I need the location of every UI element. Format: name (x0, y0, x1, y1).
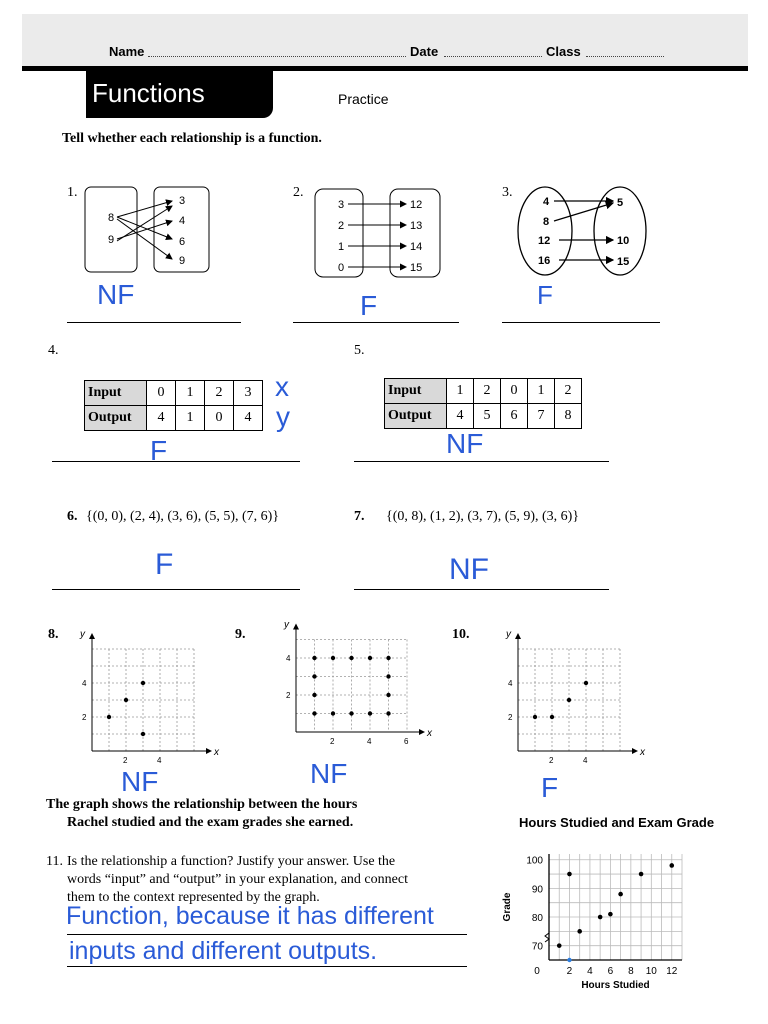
answer-line-6[interactable] (52, 589, 300, 590)
domain-value: 8 (108, 212, 115, 224)
mapping-arrows (554, 201, 613, 260)
range-value: 14 (410, 241, 423, 253)
y-axis-label: Grade (502, 892, 513, 922)
answer-11-line-2: inputs and different outputs. (69, 937, 378, 965)
answer-1: NF (97, 279, 135, 310)
data-point (141, 681, 145, 685)
range-value: 3 (179, 195, 186, 207)
x-axis-label: x (214, 747, 219, 758)
range-value: 6 (179, 236, 186, 248)
graph-intro-line-2: Rachel studied and the exam grades she earned. (67, 815, 354, 830)
answer-5: NF (446, 428, 484, 459)
domain-box (85, 187, 137, 272)
answer-line-7[interactable] (354, 589, 609, 590)
domain-value: 16 (538, 255, 551, 267)
x-axis-arrow (632, 748, 638, 754)
mapping-diagram-1 (84, 186, 214, 276)
input-header: Input (385, 379, 447, 404)
answer-line-5[interactable] (354, 461, 609, 462)
problem-11-text-2: words “input” and “output” in your explanation, and connect (67, 872, 408, 887)
problem-11-text-1: Is the relationship a function? Justify your answer. Use the (67, 854, 396, 869)
data-point (577, 929, 582, 934)
table-cell: 6 (501, 404, 528, 429)
problem-6-number: 6. (67, 509, 78, 524)
x-axis-label: x (427, 728, 432, 739)
table-cell: 0 (501, 379, 528, 404)
data-point (312, 711, 316, 715)
data-point (386, 693, 390, 697)
page-subtitle: Practice (338, 91, 389, 107)
mapping-arrows (348, 204, 406, 267)
class-field[interactable] (586, 56, 664, 57)
answer-2: F (360, 290, 378, 321)
problem-4-number: 4. (48, 343, 59, 358)
data-point (368, 656, 372, 660)
y-tick-label: 70 (531, 941, 543, 953)
data-point (567, 872, 572, 877)
data-point (386, 656, 390, 660)
table-cell: 2 (474, 379, 501, 404)
x-tick-label: 10 (645, 966, 657, 977)
data-point (567, 698, 571, 702)
mapping-arrows (117, 201, 172, 259)
y-tick-label: 80 (531, 913, 543, 925)
ordered-pair-set-7: {(0, 8), (1, 2), (3, 7), (5, 9), (3, 6)} (386, 509, 580, 524)
data-point (349, 656, 353, 660)
data-point (386, 711, 390, 715)
coordinate-graph-8 (72, 628, 219, 768)
problem-8-number: 8. (48, 627, 59, 642)
answer-line-11a[interactable] (67, 934, 467, 935)
y-axis-label: y (506, 629, 511, 640)
table-cell: 4 (234, 406, 263, 431)
data-point (639, 872, 644, 877)
table-cell: 1 (447, 379, 474, 404)
problem-11-number: 11. (46, 854, 63, 869)
problem-11-text-3: them to the context represented by the graph. (67, 890, 320, 905)
tick-label: 2 (123, 756, 128, 765)
coordinate-graph-10 (498, 628, 645, 768)
name-field[interactable] (148, 56, 406, 57)
table-cell: 2 (555, 379, 582, 404)
domain-value: 1 (338, 241, 345, 253)
range-value: 5 (617, 197, 624, 209)
table-cell: 4 (447, 404, 474, 429)
tick-label: 6 (404, 737, 409, 746)
data-point (107, 715, 111, 719)
data-point (124, 698, 128, 702)
chart-title: Hours Studied and Exam Grade (519, 815, 715, 830)
data-point (584, 681, 588, 685)
data-point (141, 732, 145, 736)
answer-line-1[interactable] (67, 322, 241, 323)
input-header: Input (85, 381, 147, 406)
data-point (386, 674, 390, 678)
problem-5-number: 5. (354, 343, 365, 358)
date-label: Date (410, 44, 439, 59)
answer-6: F (155, 548, 174, 581)
x-tick-label: 4 (587, 966, 593, 977)
tick-label: 4 (286, 654, 291, 663)
answer-10: F (541, 772, 559, 803)
data-point (618, 892, 623, 897)
tick-label: 4 (157, 756, 162, 765)
date-field[interactable] (444, 56, 542, 57)
table-cell: 1 (176, 406, 205, 431)
name-label: Name (109, 44, 145, 59)
tick-label: 2 (286, 691, 291, 700)
x-axis-arrow (419, 729, 425, 735)
y-tick-label: 90 (531, 884, 543, 896)
instruction: Tell whether each relationship is a function. (62, 131, 322, 146)
data-point (368, 711, 372, 715)
tick-label: 2 (508, 713, 513, 722)
domain-value: 4 (543, 196, 550, 208)
domain-value: 9 (108, 234, 115, 246)
graph-intro-line-1: The graph shows the relationship between the hours (46, 797, 358, 812)
y-axis-arrow (89, 633, 95, 639)
x-axis-label: x (640, 747, 645, 758)
table-cell: 0 (205, 406, 234, 431)
data-point (669, 863, 674, 868)
problem-3-number: 3. (502, 185, 513, 200)
input-output-table-5 (384, 378, 582, 429)
answer-11-line-1: Function, because it has different (66, 902, 434, 930)
answer-line-11b[interactable] (67, 966, 467, 967)
data-point (331, 711, 335, 715)
range-value: 15 (410, 262, 423, 274)
table-cell: 4 (147, 406, 176, 431)
input-output-table-4 (84, 380, 263, 431)
x-tick-label: 0 (534, 966, 540, 977)
tick-label: 4 (82, 679, 87, 688)
tick-label: 4 (583, 756, 588, 765)
domain-value: 3 (338, 199, 345, 211)
range-value: 4 (179, 215, 186, 227)
answer-3: F (537, 280, 553, 310)
problem-10-number: 10. (452, 627, 470, 642)
ordered-pair-set-6: {(0, 0), (2, 4), (3, 6), (5, 5), (7, 6)} (86, 509, 280, 524)
table-cell: 7 (528, 404, 555, 429)
page-title: Functions (92, 78, 205, 108)
x-axis-label: Hours Studied (581, 980, 650, 991)
table-cell: 1 (176, 381, 205, 406)
y-axis-label: y (80, 629, 85, 640)
tick-label: 4 (367, 737, 372, 746)
tick-label: 2 (82, 713, 87, 722)
domain-value: 8 (543, 216, 550, 228)
range-value: 12 (410, 199, 423, 211)
table-cell: 5 (474, 404, 501, 429)
problem-9-number: 9. (235, 627, 246, 642)
x-tick-label: 12 (666, 966, 678, 977)
data-point (312, 693, 316, 697)
range-value: 9 (179, 255, 186, 267)
x-axis-arrow (206, 748, 212, 754)
tick-label: 2 (549, 756, 554, 765)
problem-7-number: 7. (354, 509, 365, 524)
class-label: Class (546, 44, 581, 59)
answer-line-4[interactable] (52, 461, 300, 462)
mapping-diagram-3 (515, 184, 650, 280)
tick-label: 2 (330, 737, 335, 746)
table-cell: 1 (528, 379, 555, 404)
data-point (557, 943, 562, 948)
answer-line-3[interactable] (502, 322, 660, 323)
table-cell: 3 (234, 381, 263, 406)
answer-9: NF (310, 758, 348, 789)
y-axis-label: y (284, 619, 289, 631)
x-tick-label: 6 (607, 966, 614, 977)
range-value: 15 (617, 256, 630, 268)
data-point (608, 912, 613, 917)
problem-2-number: 2. (293, 185, 304, 200)
data-point (598, 915, 603, 920)
table-cell: 2 (205, 381, 234, 406)
answer-7: NF (449, 553, 489, 586)
data-point (312, 674, 316, 678)
domain-value: 2 (338, 220, 345, 232)
output-annotation-y: y (276, 401, 290, 432)
output-header: Output (85, 406, 147, 431)
y-axis-arrow (293, 624, 299, 630)
data-point (550, 715, 554, 719)
data-point (312, 656, 316, 660)
table-cell: 0 (147, 381, 176, 406)
table-cell: 8 (555, 404, 582, 429)
tick-label: 4 (508, 679, 513, 688)
input-annotation-x: x (275, 371, 289, 402)
range-value: 13 (410, 220, 423, 232)
answer-8: NF (121, 766, 159, 797)
problem-1-number: 1. (67, 185, 78, 200)
output-header: Output (385, 404, 447, 429)
x-tick-label: 8 (628, 966, 634, 977)
domain-value: 12 (538, 235, 551, 247)
answer-4: F (150, 435, 168, 466)
data-point (533, 715, 537, 719)
data-point (331, 656, 335, 660)
y-axis-arrow (515, 633, 521, 639)
domain-value: 0 (338, 262, 345, 274)
range-value: 10 (617, 235, 630, 247)
data-point (349, 711, 353, 715)
x-tick-label: 2 (566, 966, 573, 977)
y-tick-label: 100 (526, 855, 543, 867)
scatter-chart (496, 836, 692, 994)
answer-line-2[interactable] (293, 322, 459, 323)
student-mark (567, 958, 571, 962)
mapping-diagram-2 (314, 188, 444, 280)
coordinate-graph-9 (272, 619, 432, 770)
